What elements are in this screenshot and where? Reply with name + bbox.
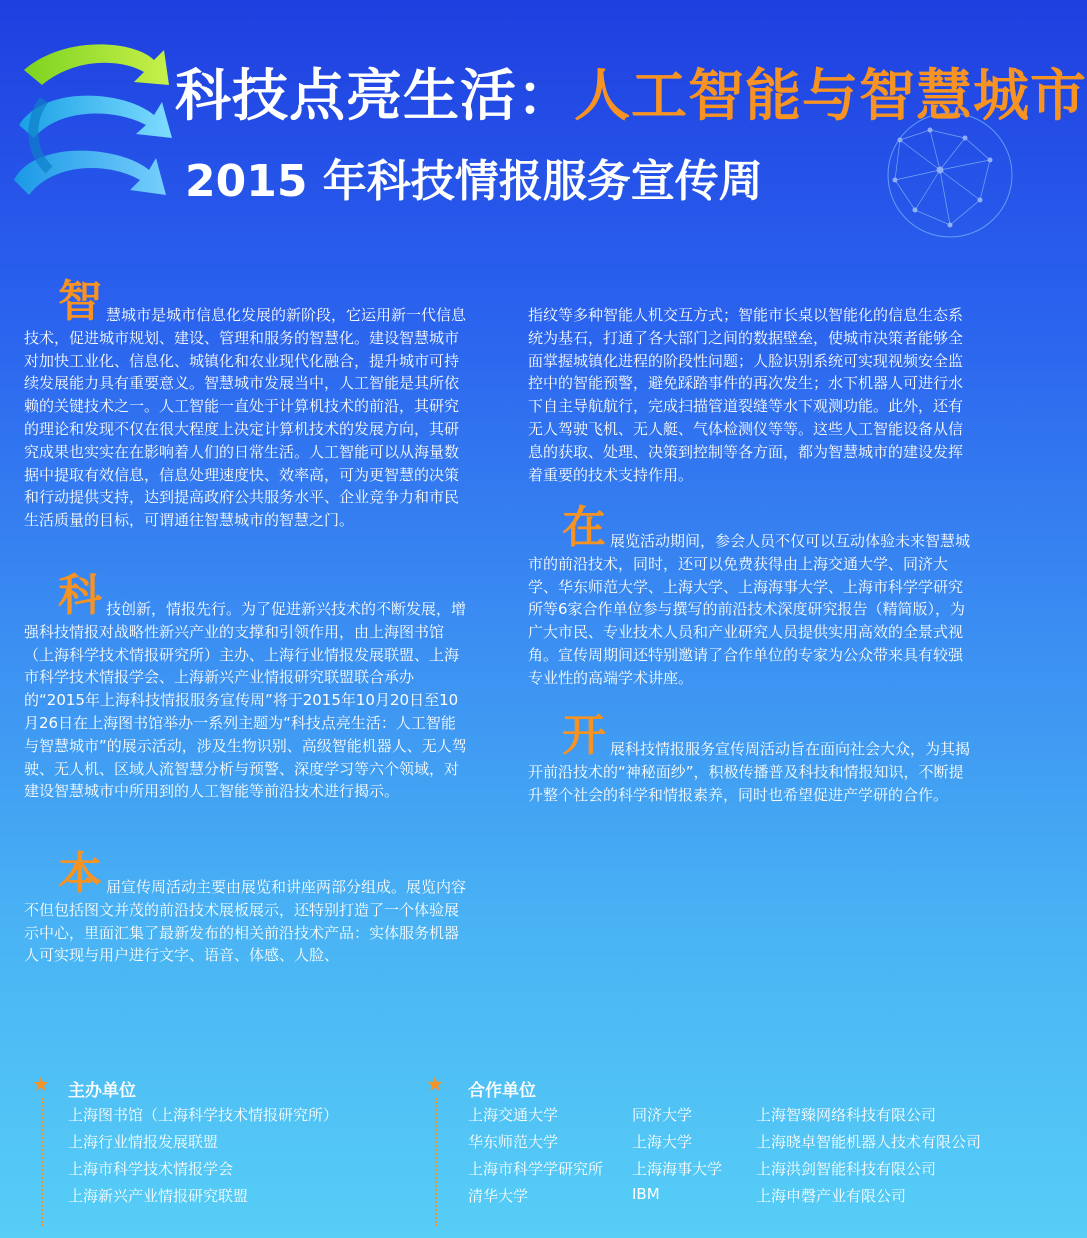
partner-item: 华东师范大学 — [468, 1133, 559, 1151]
partner-item: IBM — [632, 1185, 660, 1203]
organizer-item: 上海行业情报发展联盟 — [68, 1133, 219, 1151]
partner-item: 上海市科学学研究所 — [468, 1160, 604, 1178]
partner-item: 上海洪剑智能科技有限公司 — [756, 1160, 937, 1178]
paragraph-text: 慧城市是城市信息化发展的新阶段，它运用新一代信息技术，促进城市规划、建设、管理和服务的智慧化。建设智慧城市对加快工业化、信息化、城镇化和农业现代化融合，提升城市可持续发展能力具有重要意义。智慧城市发展当中，人工智能是其所依赖的关键技术之一。人工智能一直处于计算机技术的前沿，其研究的理论和发现不仅在很大程度上决定计算机技术的发展方向，其研究成果也实实在在影响着人们的日常生活。人工智能可以从海量数据中提取有效信息，信息处理速度快、效率高，可为更智慧的决策和行动提供支持，达到提高政府公共服务水平、企业竞争力和市民生活质量的目标，可谓通往智慧城市的智慧之门。 — [24, 306, 467, 530]
partner-item: 上海交通大学 — [468, 1106, 559, 1124]
paragraph-exhibition — [24, 848, 470, 967]
paragraph-text: 展览活动期间，参会人员不仅可以互动体验未来智慧城市的前沿技术，同时，还可以免费获得由上海交通大学、同济大学、华东师范大学、上海大学、上海海事大学、上海市科学学研究所等6家合作单位参与撰写的前沿技术深度研究报告（精简版），为广大市民、专业技术人员和产业研究人员提供实用高效的全景式视角。宣传周期间还特别邀请了合作单位的专家为公众带来具有较强专业性的高端学术讲座。 — [528, 532, 971, 687]
partner-item: 上海智臻网络科技有限公司 — [756, 1106, 937, 1124]
organizer-item: 上海市科学技术情报学会 — [68, 1160, 234, 1178]
drop-cap: 科 — [58, 570, 102, 621]
partner-item: 上海申磬产业有限公司 — [756, 1187, 907, 1205]
organizers-title: 主办单位 — [68, 1081, 136, 1101]
organizer-item: 上海新兴产业情报研究联盟 — [68, 1187, 249, 1205]
title-accent: 人工智能与智慧城市 — [574, 64, 1087, 129]
partners-title: 合作单位 — [468, 1081, 536, 1101]
paragraph-purpose — [528, 710, 974, 806]
paragraph-smart-city — [24, 276, 470, 532]
page-subtitle: 2015 年科技情报服务宣传周 — [185, 156, 763, 207]
partner-item: 清华大学 — [468, 1187, 529, 1205]
paragraph-devices — [528, 304, 974, 486]
paragraph-text: 届宣传周活动主要由展览和讲座两部分组成。展览内容不但包括图文并茂的前沿技术展板展示，还特别打造了一个体验展示中心，里面汇集了最新发布的相关前沿技术产品：实体服务机器人可实现与用户进行文字、语音、体感、人脸、 — [24, 878, 467, 965]
partner-item: 同济大学 — [632, 1106, 693, 1124]
drop-cap: 开 — [562, 710, 606, 761]
title-main: 科技点亮生活： — [175, 64, 574, 129]
paragraph-text: 指纹等多种智能人机交互方式；智能市长桌以智能化的信息生态系统为基石，打通了各大部门之间的数据壁垒，使城市决策者能够全面掌握城镇化进程的阶段性问题；人脸识别系统可实现视频安全监控中的智能预警，避免踩踏事件的再次发生；水下机器人可进行水下自主导航航行，完成扫描管道裂缝等水下观测功能。此外，还有无人驾驶飞机、无人艇、气体检测仪等等。这些人工智能设备从信息的获取、处理、决策到控制等各方面，都为智慧城市的建设发挥着重要的技术支持作用。 — [528, 306, 964, 484]
star-icon: ★ — [426, 1072, 444, 1096]
star-icon: ★ — [32, 1072, 50, 1096]
paragraph-innovation — [24, 570, 470, 803]
dotted-divider — [41, 1098, 43, 1226]
swirl-arrows-logo-icon — [4, 30, 174, 220]
paragraph-event — [528, 502, 974, 690]
drop-cap: 本 — [58, 848, 102, 899]
partner-item: 上海晓卓智能机器人技术有限公司 — [756, 1133, 982, 1151]
drop-cap: 智 — [58, 276, 102, 327]
dotted-divider — [435, 1098, 437, 1226]
page-title — [175, 52, 1087, 132]
partner-item: 上海大学 — [632, 1133, 693, 1151]
organizer-item: 上海图书馆（上海科学技术情报研究所） — [68, 1106, 339, 1124]
partner-item: 上海海事大学 — [632, 1160, 723, 1178]
paragraph-text: 技创新，情报先行。为了促进新兴技术的不断发展，增强科技情报对战略性新兴产业的支撑和引领作用，由上海图书馆（上海科学技术情报研究所）主办、上海行业情报发展联盟、上海市科学技术情报学会、上海新兴产业情报研究联盟联合承办的“2015年上海科技情报服务宣传周”将于2015年10月20日至10月26日在上海图书馆举办一系列主题为“科技点亮生活：人工智能与智慧城市”的展示活动，涉及生物识别、高级智能机器人、无人驾驶、无人机、区域人流智慧分析与预警、深度学习等六个领域，对建设智慧城市中所用到的人工智能等前沿技术进行揭示。 — [24, 600, 467, 801]
paragraph-text: 展科技情报服务宣传周活动旨在面向社会大众，为其揭开前沿技术的“神秘面纱”，积极传播普及科技和情报知识，不断提升整个社会的科学和情报素养，同时也希望促进产学研的合作。 — [528, 740, 971, 804]
drop-cap: 在 — [562, 502, 606, 553]
